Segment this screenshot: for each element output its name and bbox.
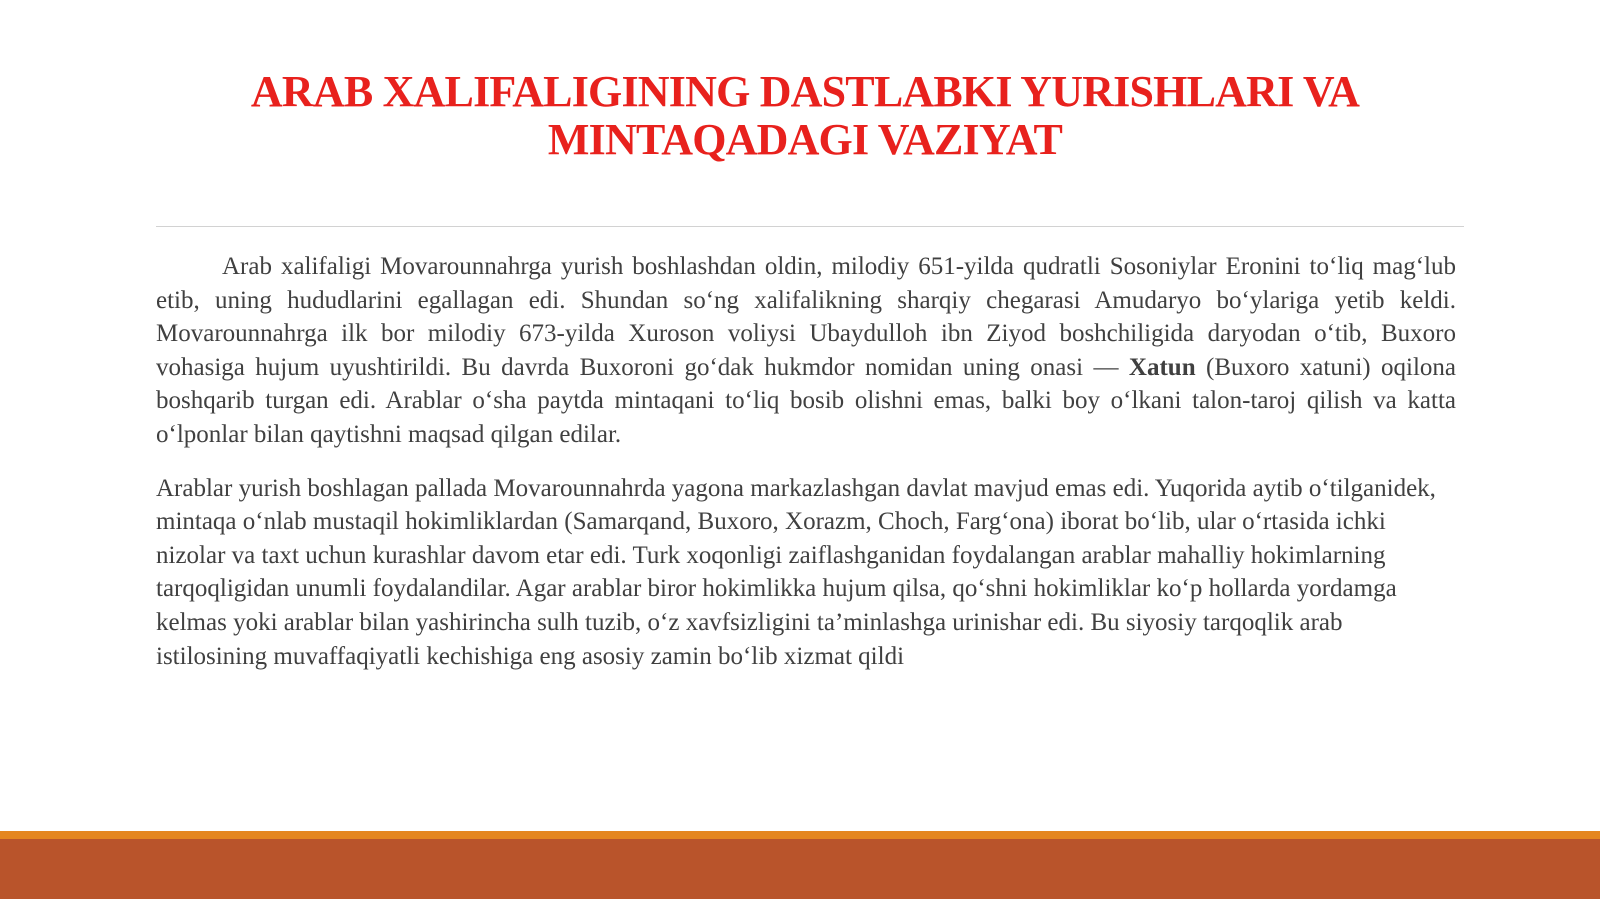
paragraph-1-bold-term: Xatun [1128, 353, 1196, 381]
title-line-1: ARAB XALIFALIGINING DASTLABKI YURISHLARI VA [250, 67, 1360, 116]
slide-body [156, 250, 1456, 673]
paragraph-1-text-b: (Buxoro xatuni) oqilona boshqarib turgan edi. Arablar o‘sha paytda mintaqani to‘liq bosib olishni emas, balki boy o‘lkani talon-taroj qilish va katta o‘lponlar bilan qaytishni maqsad qilgan edilar. [156, 353, 1457, 448]
footer-accent-band [0, 831, 1600, 839]
paragraph-1-text-a: Arab xalifaligi Movarounnahrga yurish boshlashdan oldin, milodiy 651-yilda qudratli Sosoniylar Eronini to‘liq mag‘lub etib, uning hududlarini egallagan edi. Shundan so‘ng xalifalikning sharqiy chegarasi Amudaryo bo‘ylariga yetib keldi. Movarounnahrga ilk bor milodiy 673-yilda Xuroson voliysi Ubaydulloh ibn Ziyod boshchiligida daryodan o‘tib, Buxoro vohasiga hujum uyushtirildi. Bu davrda Buxoroni go‘dak hukmdor nomidan uning onasi — [156, 253, 1456, 381]
title-divider [156, 226, 1464, 227]
footer-band [0, 839, 1600, 899]
title-line-2: MINTAQADAGI VAZIYAT [547, 115, 1063, 164]
slide-title [150, 68, 1460, 164]
paragraph-2: Arablar yurish boshlagan pallada Movarounnahrda yagona markazlashgan davlat mavjud emas edi. Yuqorida aytib o‘tilganidek, mintaqa o‘nlab mustaqil hokimliklardan (Samarqand, Buxoro, Xorazm, Choch, Farg‘ona) iborat bo‘lib, ular o‘rtasida ichki nizolar va taxt uchun kurashlar davom etar edi. Turk xoqonligi zaiflashganidan foydalangan arablar mahalliy hokimlarning tarqoqligidan unumli foydalandilar. Agar arablar biror hokimlikka hujum qilsa, qo‘shni hokimliklar ko‘p hollarda yordamga kelmas yoki arablar bilan yashirincha sulh tuzib, o‘z xavfsizligini ta’minlashga urinishar edi. Bu siyosiy tarqoqlik arab istilosining muvaffaqiyatli kechishiga eng asosiy zamin bo‘lib xizmat qildi [156, 474, 1436, 670]
paragraph-1 [156, 250, 1456, 452]
